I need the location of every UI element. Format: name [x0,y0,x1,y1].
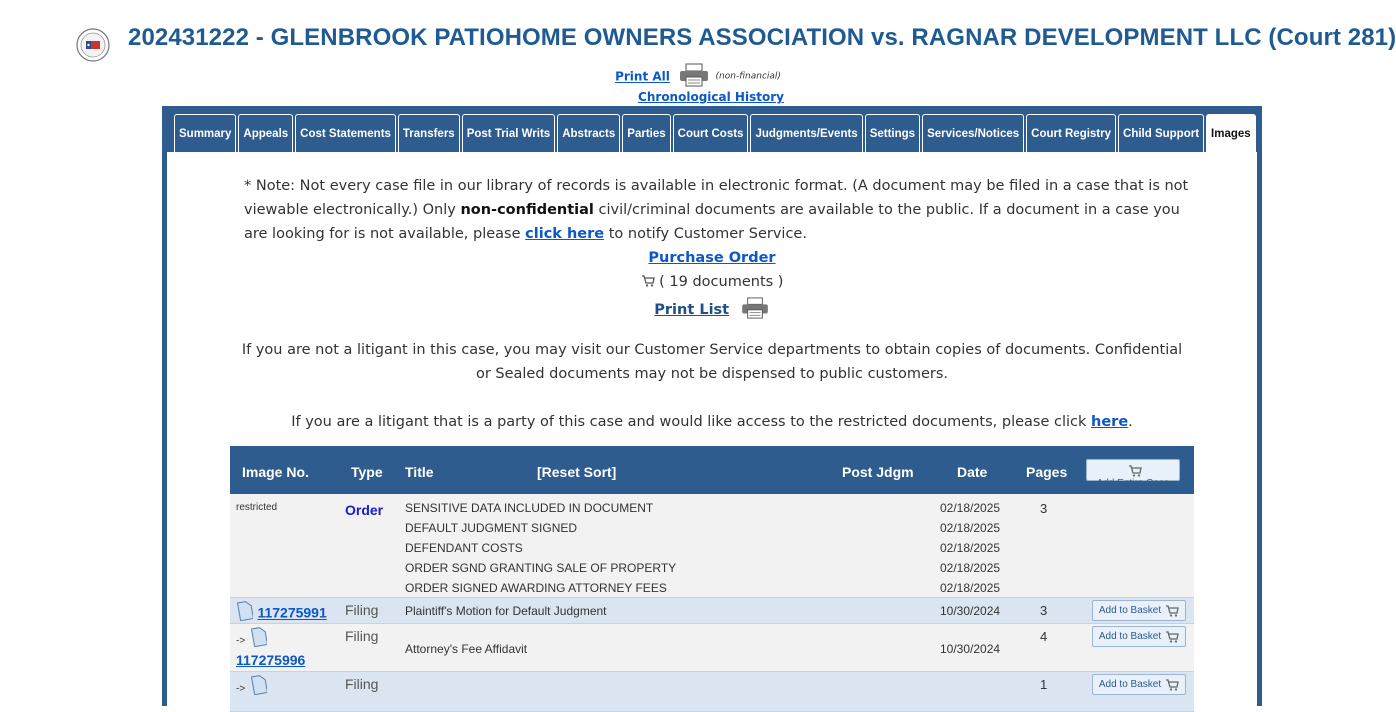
header-image-no[interactable]: Image No. [242,464,309,480]
image-no-cell [236,675,267,700]
tab-court-costs[interactable]: Court Costs [673,114,749,152]
add-to-basket-label: Add to Basket [1098,605,1162,616]
documents-count: ( 19 documents ) [659,274,784,290]
tab-settings[interactable]: Settings [865,114,920,152]
tab-images[interactable]: Images [1206,114,1256,152]
header-post-jdgm[interactable]: Post Jdgm [842,464,914,480]
printer-icon[interactable] [678,63,710,90]
doc-type: Filing [345,676,379,692]
cart-icon [1165,604,1179,617]
tab-bar [174,114,1258,152]
reset-sort-link[interactable]: [Reset Sort] [537,464,617,480]
tab-appeals[interactable]: Appeals [238,114,293,152]
case-panel [162,106,1262,706]
table-row [230,624,1194,672]
table-header [230,446,1194,494]
note-text-3: to notify Customer Service. [604,226,807,242]
purchase-order-row [167,250,1257,266]
cart-icon [1128,464,1142,477]
doc-pages: 3 [1040,501,1048,516]
customer-service-note: If you are not a litigant in this case, you may visit our Customer Service departments to obtain copies of documents. Confidential or Sealed documents may not be dispensed to public customers. [241,342,1183,382]
cart-icon [1165,678,1179,691]
doc-title: ORDER SGND GRANTING SALE OF PROPERTY [405,561,677,575]
document-icon[interactable] [236,601,253,626]
county-seal-icon [76,28,110,62]
doc-pages: 1 [1040,677,1048,692]
doc-title: DEFENDANT COSTS [405,541,523,555]
tab-court-registry[interactable]: Court Registry [1026,114,1116,152]
tab-transfers[interactable]: Transfers [398,114,460,152]
cart-icon [1165,630,1179,643]
doc-date: 02/18/2025 [940,581,1001,595]
note-text-2: civil/criminal documents are available to the public. If a document in a case you are looking for is not available, please [244,202,1180,242]
doc-type: Filing [345,628,379,644]
tab-cost-statements[interactable]: Cost Statements [295,114,396,152]
here-link[interactable]: here [1091,414,1129,430]
note-bold: non-confidential [460,202,594,218]
litigant-note [167,410,1257,434]
header-title[interactable]: Title [405,464,434,480]
document-icon[interactable] [250,627,267,652]
add-entire-case-button[interactable] [1086,459,1180,489]
doc-title: Attorney's Fee Affidavit [405,642,528,656]
case-title: 202431222 - GLENBROOK PATIOHOME OWNERS ASSOCIATION vs. RAGNAR DEVELOPMENT LLC (Court 281) [128,24,1396,51]
image-number-link[interactable]: 117275996 [236,652,306,668]
tab-parties[interactable]: Parties [622,114,670,152]
attachment-arrow: -> [236,683,246,695]
print-all-link[interactable]: Print All [615,69,670,84]
image-no-restricted: restricted [236,502,278,513]
image-no-cell [236,601,327,626]
tab-post-trial-writs[interactable]: Post Trial Writs [462,114,556,152]
availability-note [244,174,1204,246]
header-date[interactable]: Date [957,464,988,480]
document-icon[interactable] [250,675,267,700]
table-row [230,494,1194,598]
tab-services-notices[interactable]: Services/Notices [922,114,1024,152]
chronological-history-link[interactable]: Chronological History [638,90,784,104]
image-number-link[interactable]: 117275991 [257,604,327,621]
header-type[interactable]: Type [351,464,383,480]
doc-date: 02/18/2025 [940,541,1001,555]
header-pages[interactable]: Pages [1026,464,1068,480]
page-header [0,0,1396,106]
add-to-basket-label: Add to Basket [1098,631,1162,642]
doc-type: Filing [345,602,379,618]
doc-pages: 4 [1040,629,1048,644]
add-entire-case-label: Add Entire Case [1096,478,1170,489]
doc-type: Order [345,502,384,518]
tab-child-support[interactable]: Child Support [1118,114,1204,152]
doc-title: Plaintiff's Motion for Default Judgment [405,604,607,618]
print-list-link[interactable]: Print List [654,302,730,318]
doc-pages: 3 [1040,603,1048,618]
chronological-history-row [0,90,1396,104]
doc-title: ORDER SIGNED AWARDING ATTORNEY FEES [405,581,667,595]
add-to-basket-label: Add to Basket [1098,679,1162,690]
image-no-cell [236,627,305,670]
purchase-order-link[interactable]: Purchase Order [648,250,776,266]
doc-title: DEFAULT JUDGMENT SIGNED [405,521,578,535]
printer-icon[interactable] [740,297,770,323]
note-text-1: * Note: Not every case file in our library of records is available in electronic format. (A document may be filed in a case that is not viewable electronically.) Only [244,178,1189,218]
doc-date: 02/18/2025 [940,521,1001,535]
doc-date: 02/18/2025 [940,561,1001,575]
images-table [230,446,1194,712]
doc-date: 10/30/2024 [940,604,1001,618]
print-all-row [0,63,1396,90]
add-to-basket-button[interactable] [1092,626,1186,647]
non-financial-note: (non-financial) [715,71,781,82]
attachment-arrow: -> [236,635,246,647]
tab-abstracts[interactable]: Abstracts [557,114,620,152]
table-row [230,672,1194,712]
table-row [230,598,1194,624]
doc-title: SENSITIVE DATA INCLUDED IN DOCUMENT [405,501,654,515]
doc-date: 02/18/2025 [940,501,1001,515]
add-to-basket-button[interactable] [1092,674,1186,695]
cart-icon [641,274,660,290]
add-to-basket-button[interactable] [1092,600,1186,621]
tab-summary[interactable]: Summary [174,114,236,152]
doc-date: 10/30/2024 [940,642,1001,656]
click-here-link[interactable]: click here [525,226,605,242]
images-tab-content [167,152,1257,712]
print-list-row [167,297,1257,323]
tab-judgments-events[interactable]: Judgments/Events [750,114,862,152]
litigant-text: If you are a litigant that is a party of this case and would like access to the restricted documents, please click [291,414,1092,430]
documents-count-row [167,274,1257,290]
litigant-end: . [1128,414,1133,430]
